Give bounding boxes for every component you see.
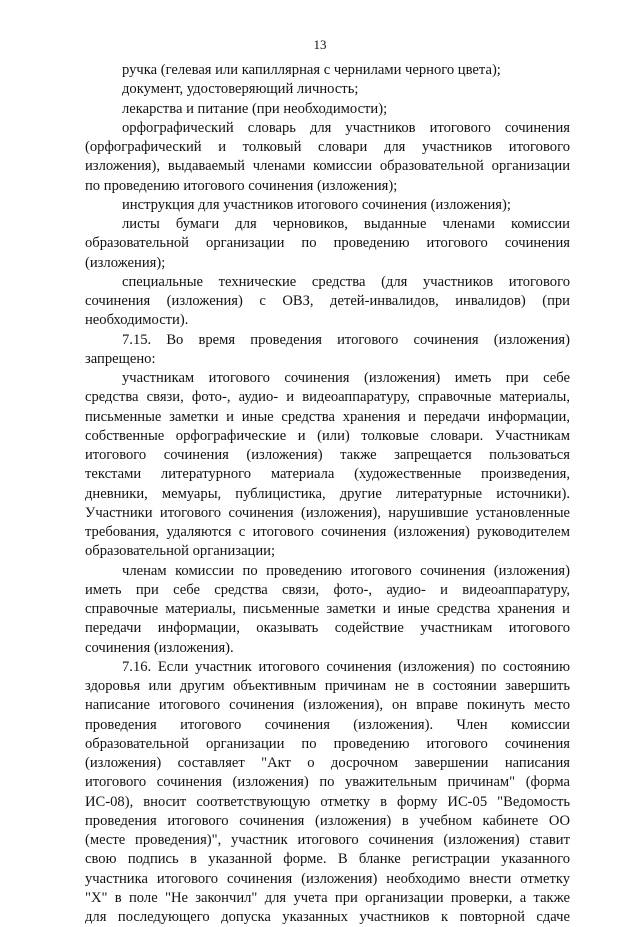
text-line: участникам итогового сочинения (изложения) иметь при себе: [122, 370, 570, 386]
text-line: членам комиссии по проведению итогового сочинения (изложения): [122, 562, 570, 579]
text-line: изложения), выдаваемый членами комиссии образовательной организации: [85, 158, 570, 175]
text-line: справочные материалы, письменные заметки и иные средства хранения и: [85, 601, 570, 617]
text-line: "X" в поле "Не закончил" для учета при организации проверки, а также: [85, 889, 570, 906]
text-line: листы бумаги для черновиков, выданные членами комиссии: [122, 216, 570, 232]
text-line: иметь при себе средства связи, фото-, аудио- и видеоаппаратуру,: [85, 581, 570, 598]
text-line: необходимости).: [85, 312, 189, 329]
text-line: Участники итогового сочинения (изложения), нарушившие установленные: [85, 504, 570, 521]
text-line: требования, удаляются с итогового сочинения (изложения) руководителем: [85, 524, 570, 540]
text-line: здоровья или другим объективным причинам не в состоянии завершить: [85, 678, 570, 694]
text-line: (месте проведения)", участник итогового сочинения (изложения) ставит: [85, 832, 570, 848]
text-line: написание итогового сочинения (изложения), он вправе покинуть место: [85, 697, 570, 714]
text-line: передачи информации, оказывать содействие участникам итогового: [85, 620, 570, 637]
text-line: сочинения (изложения) с ОВЗ, детей-инвалидов, инвалидов) (при: [85, 293, 570, 309]
text-line: документ, удостоверяющий личность;: [122, 81, 359, 98]
page-number: 13: [313, 37, 327, 52]
text-line: орфографический словарь для участников итогового сочинения: [122, 119, 570, 136]
text-line: собственные орфографические и (или) толковые словари. Участникам: [85, 427, 570, 444]
text-line: проведения итогового сочинения (изложения) в учебном кабинете ОО: [85, 812, 570, 829]
text-line: итогового сочинения (изложения) по уважительным причинам" (форма: [85, 774, 570, 791]
text-line: запрещено:: [85, 350, 156, 367]
text-line: проведения итогового сочинения (изложения). Член комиссии: [85, 716, 570, 733]
text-line: (изложения) составляет "Акт о досрочном завершении написания: [85, 755, 570, 771]
text-line: по проведению итогового сочинения (изложения);: [85, 177, 398, 194]
text-line: средства связи, фото-, аудио- и видеоаппаратуру, справочные материалы,: [85, 389, 570, 406]
text-line: образовательной организации по проведению итогового сочинения: [85, 735, 570, 752]
text-line: инструкция для участников итогового сочинения (изложения);: [122, 196, 511, 213]
text-line: итогового сочинения (изложения) также запрещается пользоваться: [85, 447, 570, 463]
text-line: ручка (гелевая или капиллярная с чернилами черного цвета);: [122, 62, 501, 78]
text-line: участника итогового сочинения (изложения) необходимо внести отметку: [85, 870, 570, 887]
document-body: [85, 61, 570, 927]
text-line: специальные технические средства (для участников итогового: [122, 273, 570, 290]
text-line: свою подпись в указанной форме. В бланке регистрации указанного: [85, 851, 570, 868]
text-line: (орфографический и толковый словари для участников итогового: [85, 139, 570, 155]
text-line: 7.15. Во время проведения итогового сочинения (изложения): [122, 331, 570, 348]
text-line: текстами литературного материала (художественные произведения,: [85, 466, 570, 483]
text-line: сочинения (изложения).: [85, 639, 234, 656]
text-line: письменные заметки и иные средства хранения и передачи информации,: [85, 408, 570, 425]
text-line: 7.16. Если участник итогового сочинения (изложения) по состоянию: [122, 658, 570, 675]
text-line: ИС-08), вносит соответствующую отметку в форму ИС-05 "Ведомость: [85, 793, 570, 810]
text-line: (изложения);: [85, 254, 166, 271]
text-line: для последующего допуска указанных участников к повторной сдаче: [85, 909, 570, 925]
text-line: дневники, мемуары, публицистика, другие литературные источники).: [85, 485, 570, 502]
text-line: образовательной организации по проведению итогового сочинения: [85, 235, 570, 252]
text-line: лекарства и питание (при необходимости);: [122, 100, 388, 117]
text-line: образовательной организации;: [85, 543, 276, 560]
